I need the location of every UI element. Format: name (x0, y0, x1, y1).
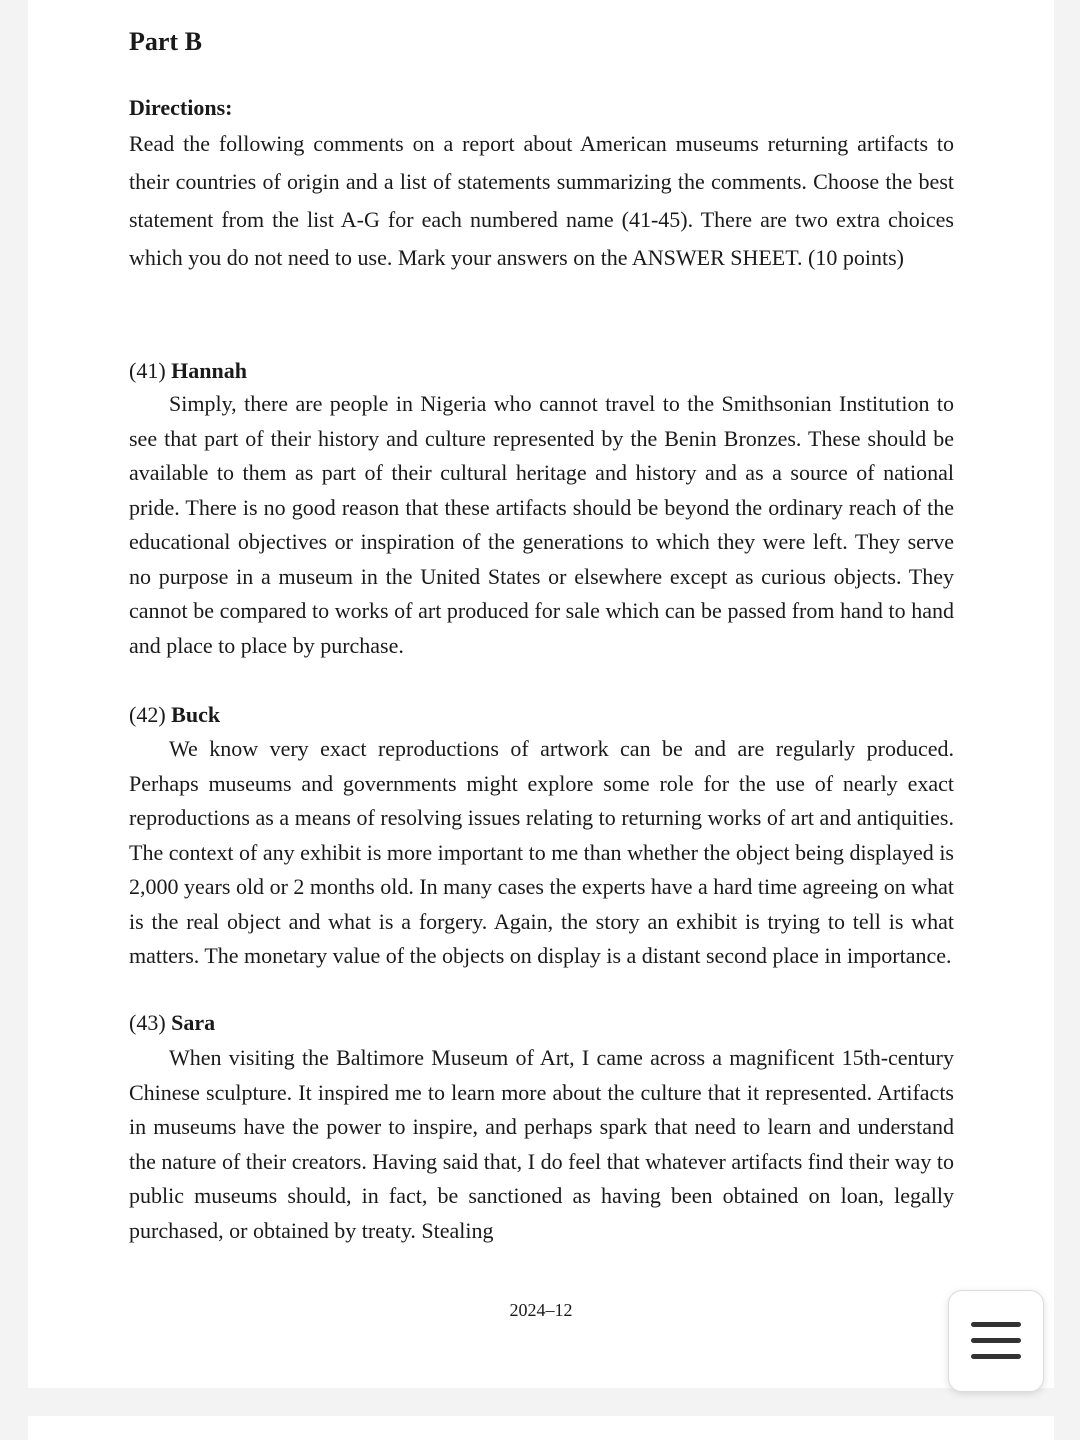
commenter-name: Hannah (171, 358, 247, 383)
comment-text-sara: When visiting the Baltimore Museum of Art, I came across a magnificent 15th-century Chinese sculpture. It inspired me to learn more about the culture that it represented. Artifacts in museums have the power to inspire, and perhaps spark that need to learn and understand the nature of their creators. Having said that, I do feel that whatever artifacts find their way to public museums should, in fact, be sanctioned as having been obtained on loan, legally purchased, or obtained by treaty. Stealing (129, 1045, 954, 1243)
comment-number: (43) (129, 1010, 166, 1035)
commenter-name: Sara (171, 1010, 216, 1035)
comment-header-hannah (129, 356, 247, 386)
comment-number: (41) (129, 358, 166, 383)
comment-header-buck (129, 700, 220, 730)
comment-number: (42) (129, 702, 166, 727)
next-page-edge (28, 1416, 1054, 1440)
comment-text-hannah: Simply, there are people in Nigeria who cannot travel to the Smithsonian Institution to see that part of their history and culture represented by the Benin Bronzes. These should be available to them as part of their cultural heritage and history and as a source of national pride. There is no good reason that these artifacts should be beyond the ordinary reach of the educational objectives or inspiration of the generations to which they were left. They serve no purpose in a museum in the United States or elsewhere except as curious objects. They cannot be compared to works of art produced for sale which can be passed from hand to hand and place to place by purchase. (129, 391, 954, 658)
menu-button[interactable] (948, 1290, 1044, 1392)
directions-heading: Directions: (129, 95, 233, 120)
directions-text: Read the following comments on a report about American museums returning artifacts to their countries of origin and a list of statements summarizing the comments. Choose the best statement from the list A-G for each numbered name (41-45). There are two extra choices which you do not need to use. Mark your answers on the ANSWER SHEET. (10 points) (129, 131, 954, 270)
commenter-name: Buck (171, 702, 221, 727)
page-footer: 2024‒12 (509, 1300, 573, 1320)
part-title: Part B (129, 27, 202, 56)
comment-text-buck: We know very exact reproductions of artwork can be and are regularly produced. Perhaps museums and governments might explore some role for the use of nearly exact reproductions as a means of resolving issues relating to returning works of art and antiquities. The context of any exhibit is more important to me than whether the object being displayed is 2,000 years old or 2 months old. In many cases the experts have a hard time agreeing on what is the real object and what is a forgery. Again, the story an exhibit is trying to tell is what matters. The monetary value of the objects on display is a distant second place in importance. (129, 736, 954, 968)
document-page (28, 0, 1054, 1388)
comment-header-sara (129, 1008, 215, 1038)
